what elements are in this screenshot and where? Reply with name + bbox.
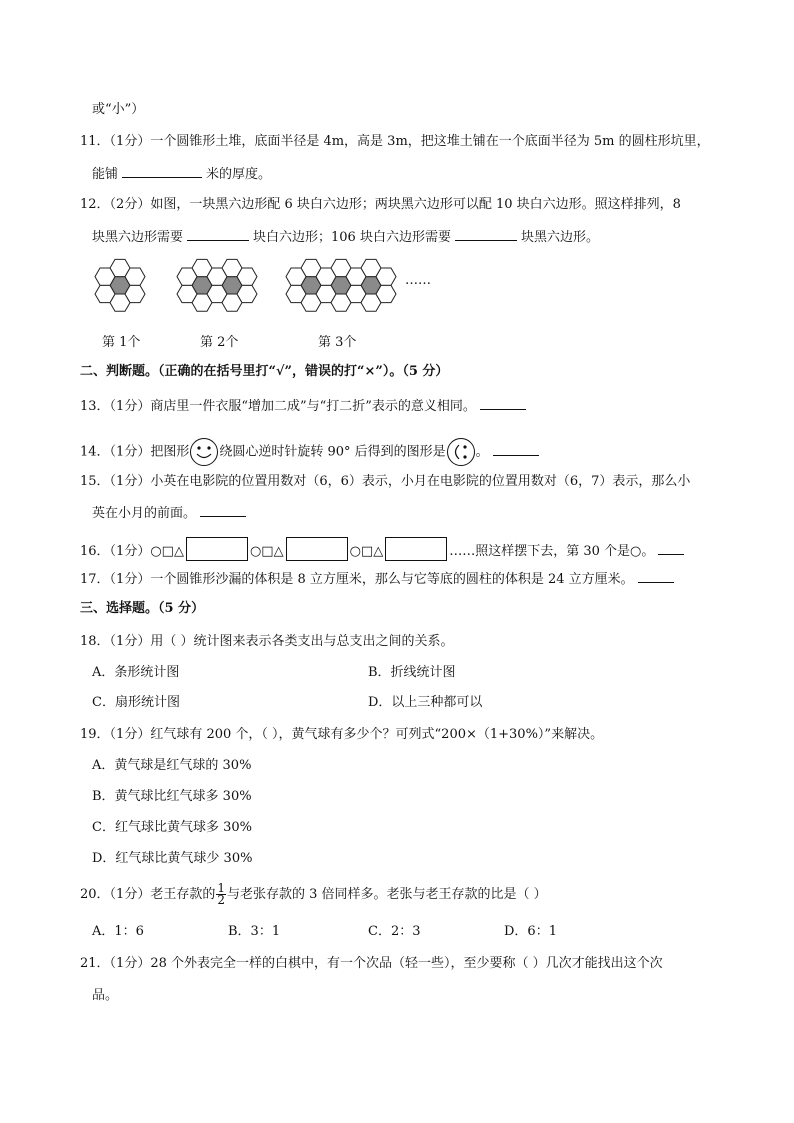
section-2-heading: 二、判断题。（正确的在括号里打“√”，错误的打“×”）。（5 分） bbox=[80, 364, 449, 379]
q12-line1: 12．（2分）如图，一块黑六边形配 6 块白六边形；两块黑六边形可以配 10 块白六边形。照这样排列，8 bbox=[80, 197, 681, 212]
white-hexagon bbox=[177, 285, 197, 302]
q18-option-d[interactable]: D．以上三种都可以 bbox=[368, 695, 483, 710]
empty-box-2 bbox=[286, 537, 348, 561]
q13: 13．（1分）商店里一件衣服“增加二成”与“打二折”表示的意义相同。 bbox=[80, 395, 530, 417]
empty-box-1 bbox=[186, 537, 248, 561]
figure-ellipsis: …… bbox=[405, 273, 431, 288]
shape-group-2: ○□△ bbox=[249, 544, 284, 559]
q11-blank[interactable] bbox=[122, 163, 202, 178]
smiley-face-icon bbox=[189, 437, 219, 467]
white-hexagon bbox=[286, 285, 306, 302]
q15-line2: 英在小月的前面。 bbox=[92, 502, 250, 524]
hexagon-pattern-figure bbox=[0, 252, 794, 322]
q15-line1: 15．（1分）小英在电影院的位置用数对（6，6）表示，小月在电影院的位置用数对（6，7）表示，那么小 bbox=[80, 474, 691, 489]
white-hexagon bbox=[125, 285, 145, 302]
q18-option-c[interactable]: C．扇形统计图 bbox=[92, 695, 180, 710]
q17: 17．（1分）一个圆锥形沙漏的体积是 8 立方厘米，那么与它等底的圆柱的体积是 24 立方厘米。 bbox=[80, 568, 678, 590]
shape-group-1: ○□△ bbox=[150, 544, 184, 559]
hexagon-figure-3 bbox=[286, 259, 396, 311]
q18-option-a[interactable]: A．条形统计图 bbox=[92, 665, 180, 680]
caption-figure-3: 第 3个 bbox=[318, 335, 357, 350]
q11-line1: 11．（1分）一个圆锥形土堆，底面半径是 4m，高是 3m，把这堆土铺在一个底面半径为 5m 的圆柱形坑里， bbox=[80, 134, 710, 149]
q20-stem: 20．（1分）老王存款的 $\frac{1}{2}$ 与老张存款的 3 倍同样多。老张与老王存款的比是（ ） bbox=[80, 881, 547, 907]
q19-option-d[interactable]: D．红气球比黄气球少 30% bbox=[92, 851, 253, 866]
q20-option-b[interactable]: B．3：1 bbox=[228, 924, 281, 939]
q19-option-b[interactable]: B．黄气球比红气球多 30% bbox=[92, 789, 252, 804]
q14: 14．（1分）把图形 绕圆心逆时针旋转 90° 后得到的图形是 。 bbox=[80, 437, 543, 467]
q17-answer-blank[interactable] bbox=[638, 568, 674, 583]
fraction-one-half: $\frac{1}{2}$ bbox=[217, 881, 225, 907]
q21-line1: 21．（1分）28 个外表完全一样的白棋中，有一个次品（轻一些），至少要称（ ）几次才能找出这个次 bbox=[80, 956, 663, 971]
white-hexagon bbox=[177, 268, 197, 285]
q16-answer-blank[interactable] bbox=[658, 540, 684, 555]
q13-answer-blank[interactable] bbox=[480, 395, 526, 410]
caption-figure-1: 第 1个 bbox=[102, 335, 141, 350]
q20-option-d[interactable]: D．6：1 bbox=[504, 924, 557, 939]
section-3-heading: 三、选择题。（5 分） bbox=[80, 601, 205, 616]
q19-option-a[interactable]: A．黄气球是红气球的 30% bbox=[92, 758, 252, 773]
shape-group-3: ○□△ bbox=[349, 544, 384, 559]
q20-option-c[interactable]: C．2：3 bbox=[368, 924, 421, 939]
q19-stem: 19．（1分）红气球有 200 个，（ ），黄气球有多少个？可列式“200×（1+30%）”来解决。 bbox=[80, 727, 604, 742]
q14-answer-blank[interactable] bbox=[493, 441, 539, 456]
q11-line2: 能铺 米的厚度。 bbox=[92, 163, 271, 185]
q10-tail: 或“小”） bbox=[92, 102, 145, 117]
white-hexagon bbox=[125, 268, 145, 285]
white-hexagon bbox=[237, 268, 257, 285]
q15-answer-blank[interactable] bbox=[200, 502, 246, 517]
q12-line2: 块黑六边形需要 块白六边形；106 块白六边形需要 块黑六边形。 bbox=[92, 226, 599, 248]
rotated-smiley-face-icon bbox=[446, 437, 476, 467]
q18-stem: 18．（1分）用（ ）统计图来表示各类支出与总支出之间的关系。 bbox=[80, 634, 454, 649]
caption-figure-2: 第 2个 bbox=[200, 335, 239, 350]
white-hexagon bbox=[237, 285, 257, 302]
hexagon-figure-2 bbox=[177, 259, 257, 311]
q12-blank-1[interactable] bbox=[187, 226, 249, 241]
q21-line2: 品。 bbox=[92, 988, 119, 1003]
white-hexagon bbox=[95, 268, 115, 285]
q20-option-a[interactable]: A．1：6 bbox=[92, 924, 144, 939]
q19-option-c[interactable]: C．红气球比黄气球多 30% bbox=[92, 820, 252, 835]
hexagon-figure-1 bbox=[95, 259, 145, 311]
white-hexagon bbox=[95, 285, 115, 302]
white-hexagon bbox=[376, 268, 396, 285]
white-hexagon bbox=[376, 285, 396, 302]
white-hexagon bbox=[286, 268, 306, 285]
q12-blank-2[interactable] bbox=[455, 226, 517, 241]
q18-option-b[interactable]: B．折线统计图 bbox=[368, 665, 456, 680]
empty-box-3 bbox=[385, 537, 447, 561]
q16: 16．（1分）○□△ ○□△ ○□△ ……照这样摆下去，第 30 个是○。 bbox=[80, 537, 688, 562]
